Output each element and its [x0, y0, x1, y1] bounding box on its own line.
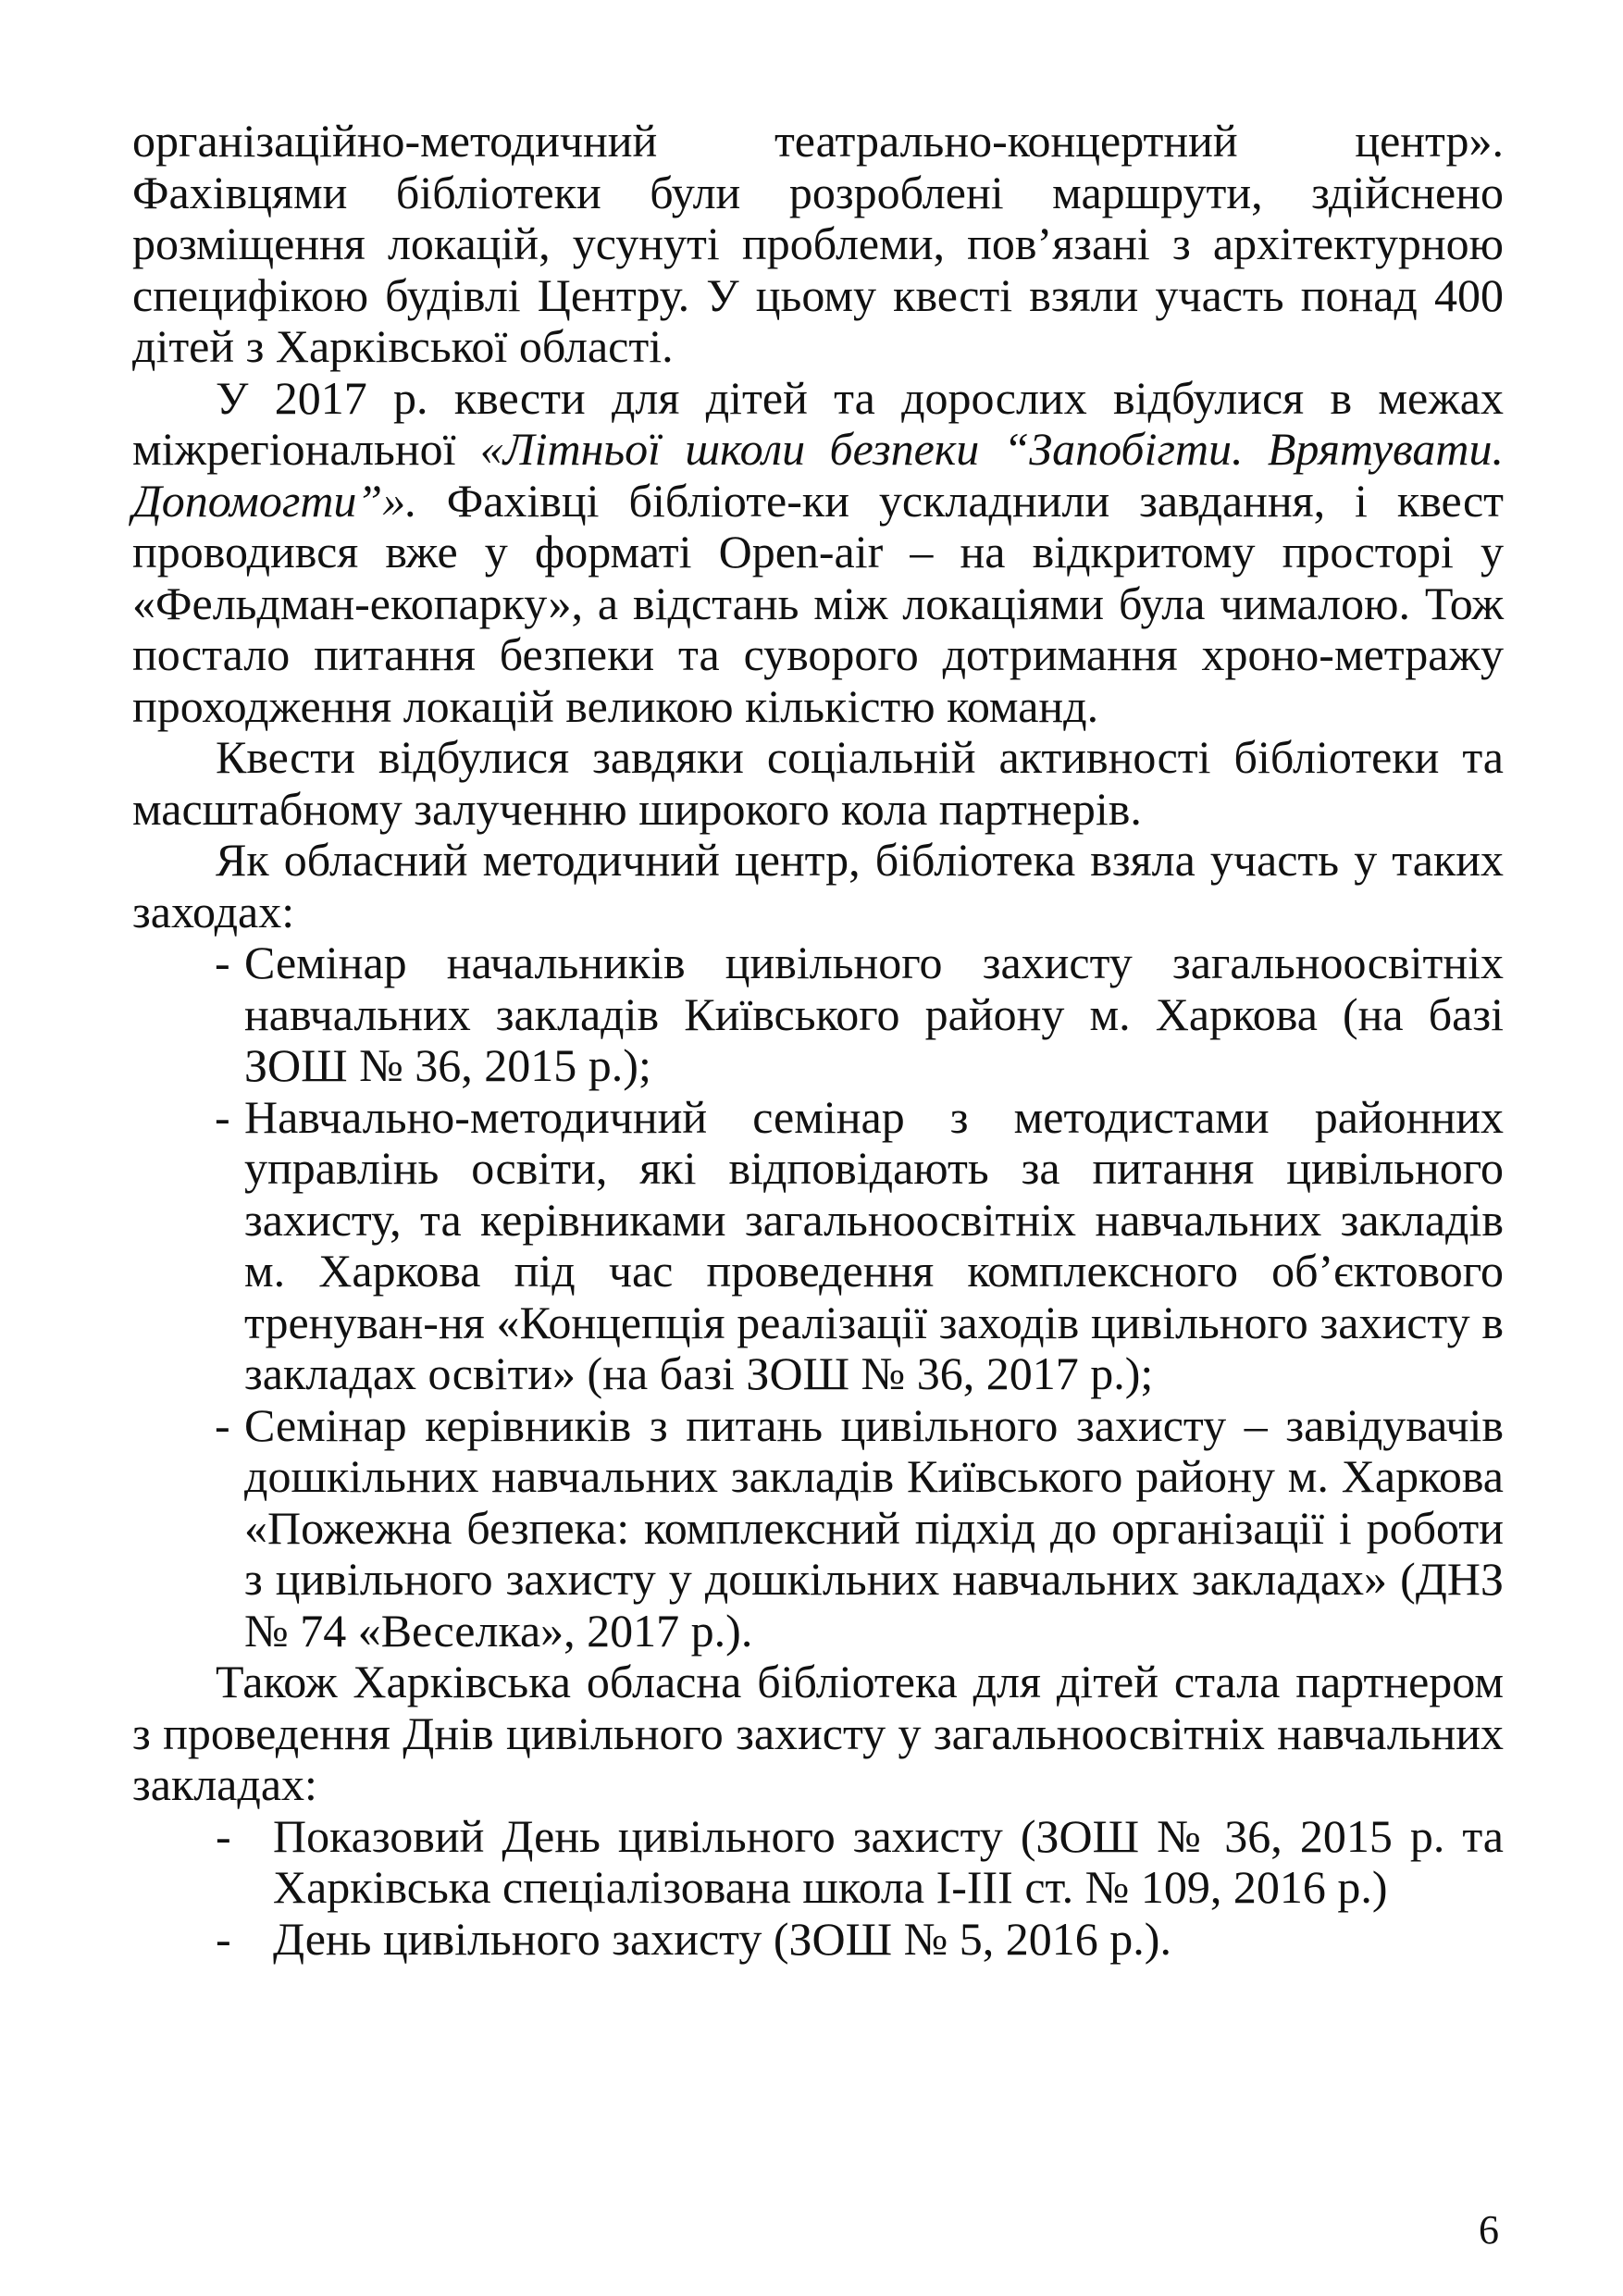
paragraph-3: Квести відбулися завдяки соціальній активності бібліотеки та масштабному залученню широкого кола партнерів.	[132, 731, 1504, 835]
events-list	[132, 937, 1504, 1657]
paragraph-2-start: У 2017 р. квести для дітей та дорослих відбулися в межах міжрегіональної	[132, 371, 1504, 475]
body-text	[132, 116, 1504, 1965]
paragraph-4: Як обласний методичний центр, бібліотека взяла участь у таких заходах:	[132, 834, 1504, 937]
page-number: 6	[1479, 2207, 1499, 2253]
list-item	[132, 1811, 1504, 1914]
list-item	[132, 1914, 1504, 1966]
paragraph-2-italic-title: «Літньої школи безпеки “Запобігти. Врятувати. Допомогти”».	[132, 423, 1505, 527]
list-item	[132, 1400, 1504, 1657]
list-item-text: Семінар керівників з питань цивільного захисту – завідувачів дошкільних навчальних закладів Київського району м. Харкова «Пожежна безпека: комплексний підхід до організації і роботи з цивільного захисту у дошкільних навчальних закладах» (ДНЗ № 74 «Веселка», 2017 р.).	[244, 1398, 1504, 1657]
list-item	[132, 937, 1504, 1092]
list-dash: -	[215, 937, 230, 988]
list-item-text: Семінар начальників цивільного захисту загальноосвітніх навчальних закладів Київського району м. Харкова (на базі ЗОШ № 36, 2015 р.);	[244, 937, 1504, 1091]
paragraph-5: Також Харківська обласна бібліотека для дітей стала партнером з проведення Днів цивільного захисту у загальноосвітніх навчальних закладах:	[132, 1656, 1504, 1810]
list-item-text: Навчально-методичний семінар з методистами районних управлінь освіти, які відповідають за питання цивільного захисту, та керівниками загальноосвітніх навчальних закладів м. Харкова під час проведення комплексного об’єктового тренуван-ня «Концепція реалізації заходів цивільного захисту в закладах освіти» (на базі ЗОШ № 36, 2017 р.);	[244, 1090, 1504, 1399]
paragraph-1: організаційно-методичний театрально-концертний центр». Фахівцями бібліотеки були розроблені маршрути, здійснено розміщення локацій, усунуті проблеми, пов’язані з архітектурною специфікою будівлі Центру. У цьому квесті взяли участь понад 400 дітей з Харківської області.	[132, 115, 1504, 372]
civil-defense-days-list	[132, 1811, 1504, 1966]
list-dash: -	[216, 1809, 231, 1862]
paragraph-2-end: Фахівці бібліоте-ки ускладнили завдання, і квест проводився вже у форматі Open-air – на відкритому просторі у «Фельдман-екопарку», а відстань між локаціями була чималою. Тож постало питання безпеки та суворого дотримання хроно-метражу проходження локацій великою кількістю команд.	[132, 474, 1504, 732]
paragraph-2	[132, 373, 1504, 733]
list-item-text: День цивільного захисту (ЗОШ № 5, 2016 р.).	[273, 1912, 1171, 1965]
list-dash: -	[215, 1090, 230, 1143]
list-item	[132, 1092, 1504, 1400]
list-dash: -	[215, 1398, 230, 1451]
list-item-text: Показовий День цивільного захисту (ЗОШ № 36, 2015 р. та Харківська спеціалізована школа І-ІІІ ст. № 109, 2016 р.)	[273, 1809, 1504, 1913]
list-dash: -	[216, 1912, 231, 1965]
